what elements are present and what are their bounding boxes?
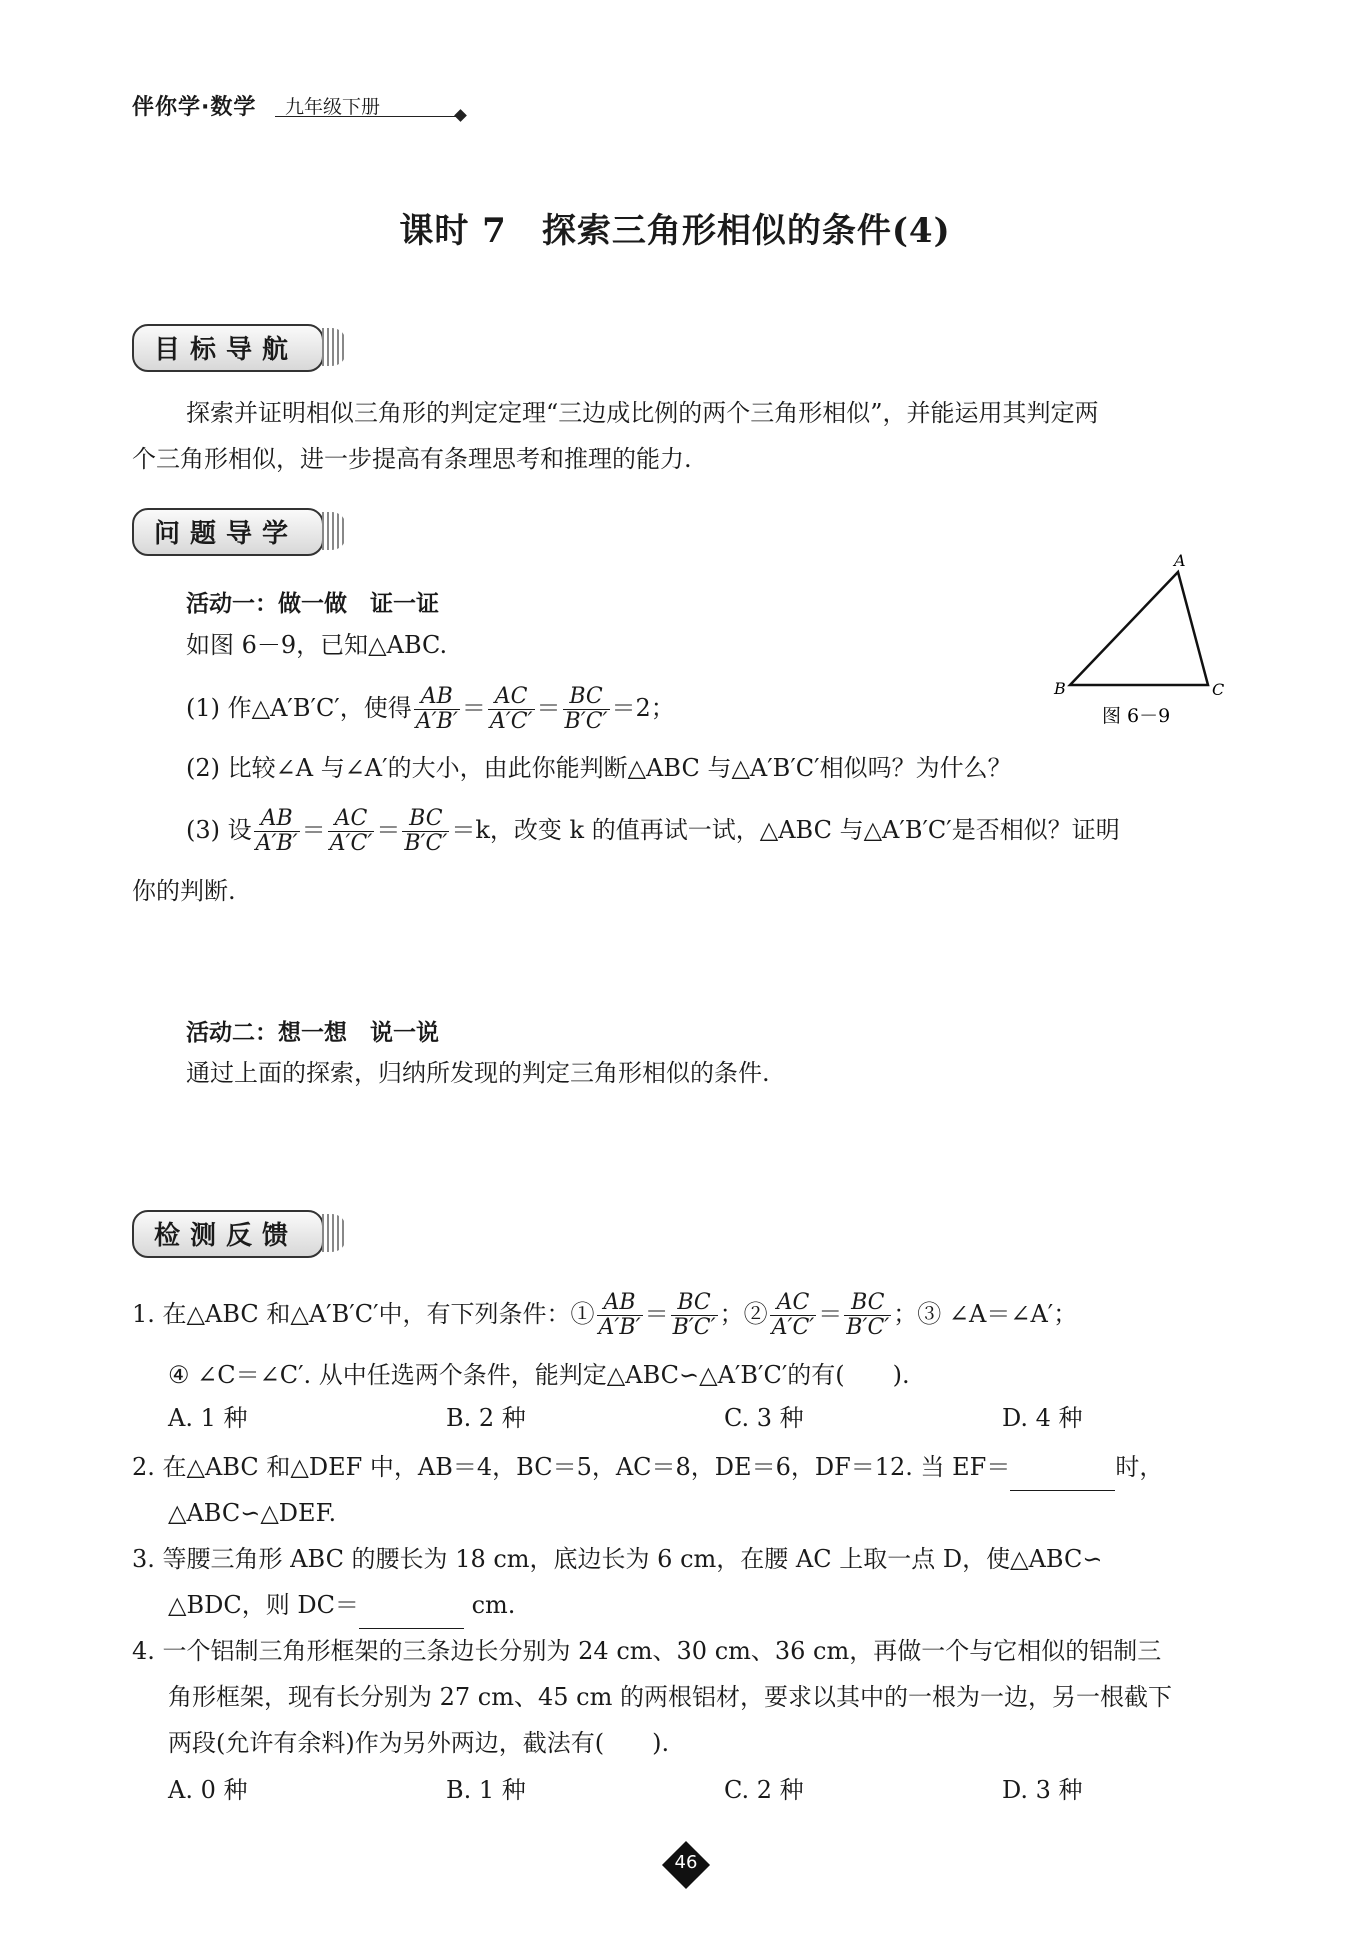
fraction-ab-num: AB (254, 807, 300, 832)
problem-3: 3. 等腰三角形 ABC 的腰长为 18 cm，底边长为 6 cm，在腰 AC 上取一点 D，使△ABC∽ (132, 1545, 1103, 1573)
activity2-text: 通过上面的探索，归纳所发现的判定三角形相似的条件. (186, 1059, 770, 1087)
fraction-bc-num: BC (844, 1291, 891, 1316)
activity1-q2: (2) 比较∠A 与∠A′的大小，由此你能判断△ABC 与△A′B′C′相似吗？为什么？ (186, 754, 1012, 782)
fraction-ab-den: A′B′ (598, 1315, 641, 1340)
fraction-ac-den: A′C′ (771, 1315, 815, 1340)
p1-prefix: 1. 在△ABC 和△A′B′C′中，有下列条件：① (132, 1300, 595, 1328)
section-goal-tab (132, 324, 342, 370)
fraction-ac-den: A′C′ (489, 709, 533, 734)
activity1-q3-line2: 你的判断. (132, 877, 236, 905)
fraction-ab-num: AB (597, 1291, 643, 1316)
figure-caption: 图 6－9 (1102, 705, 1171, 727)
p3-answer-blank[interactable] (359, 1582, 464, 1629)
activity1-q3 (186, 802, 1120, 858)
problem-1-options (168, 1398, 1168, 1438)
p2-text: 2. 在△ABC 和△DEF 中，AB＝4，BC＝5，AC＝8，DE＝6，DF＝12. 当 EF＝ (132, 1453, 1011, 1481)
vertex-c-label: C (1212, 680, 1225, 699)
problem-4: 4. 一个铝制三角形框架的三条边长分别为 24 cm、30 cm、36 cm，再做一个与它相似的铝制三 (132, 1637, 1162, 1665)
p3-unit: cm. (463, 1591, 516, 1619)
activity1-title: 活动一：做一做 证一证 (186, 591, 439, 617)
fraction-ac (488, 685, 535, 734)
q1-prefix: (1) 作△A′B′C′，使得 (186, 694, 412, 722)
p1-option-a[interactable]: A. 1 种 (168, 1404, 248, 1432)
problem-3-line2 (168, 1582, 515, 1629)
p1-middle: ；② (719, 1300, 768, 1328)
fraction-bc-num: BC (671, 1291, 718, 1316)
p4-option-d[interactable]: D. 3 种 (1002, 1776, 1083, 1804)
equals: ＝ (301, 816, 326, 844)
fraction-bc-num: BC (563, 685, 610, 710)
equals: ＝ (536, 694, 561, 722)
section-check-tab (132, 1210, 342, 1256)
fraction-ab-num: AB (414, 685, 460, 710)
section-check-label: 检测反馈 (154, 1221, 299, 1251)
activity1-q1 (186, 680, 675, 736)
problem-4-line3: 两段(允许有余料)作为另外两边，截法有( ). (168, 1729, 670, 1757)
activity2-title: 活动二：想一想 说一说 (186, 1020, 439, 1046)
q3-suffix: ＝k，改变 k 的值再试一试，△ABC 与△A′B′C′是否相似？证明 (451, 816, 1120, 844)
problem-2 (132, 1444, 1163, 1491)
problem-4-line2: 角形框架，现有长分别为 27 cm、45 cm 的两根铝材，要求以其中的一根为一边，另一根截下 (168, 1683, 1172, 1711)
p4-option-a[interactable]: A. 0 种 (168, 1776, 248, 1804)
grade-label: 九年级下册 (285, 96, 381, 118)
page-number: 46 (674, 1852, 698, 1873)
vertex-a-label: A (1174, 551, 1186, 570)
fraction-bc (844, 1291, 891, 1340)
section-guide-tab (132, 508, 342, 554)
fraction-bc (671, 1291, 718, 1340)
goal-text-line2: 个三角形相似，进一步提高有条理思考和推理的能力. (132, 445, 692, 473)
goal-text-line1: 探索并证明相似三角形的判定定理“三边成比例的两个三角形相似”，并能运用其判定两 (186, 399, 1099, 427)
q1-suffix: ＝2； (611, 694, 675, 722)
fraction-bc-den: B′C′ (672, 1315, 716, 1340)
fraction-bc-den: B′C′ (404, 831, 448, 856)
fraction-bc-den: B′C′ (846, 1315, 890, 1340)
fraction-ac (328, 807, 375, 856)
fraction-ac-num: AC (770, 1291, 817, 1316)
fraction-ac-num: AC (488, 685, 535, 710)
problem-1-line2: ④ ∠C＝∠C′. 从中任选两个条件，能判定△ABC∽△A′B′C′的有( ). (168, 1361, 910, 1389)
page-number-badge (663, 1842, 709, 1888)
equals: ＝ (644, 1300, 669, 1328)
p1-suffix: ；③ ∠A＝∠A′； (893, 1300, 1078, 1328)
header-diamond-icon (454, 109, 467, 122)
problem-4-options (168, 1770, 1168, 1810)
fraction-ac (770, 1291, 817, 1340)
fraction-ab (597, 1291, 643, 1340)
fraction-ab-den: A′B′ (255, 831, 298, 856)
activity1-intro: 如图 6－9，已知△ABC. (186, 631, 448, 659)
fraction-ac-num: AC (328, 807, 375, 832)
vertex-b-label: B (1054, 679, 1066, 698)
p1-option-d[interactable]: D. 4 种 (1002, 1404, 1083, 1432)
lesson-title: 课时 7 探索三角形相似的条件(4) (399, 211, 951, 251)
p1-option-b[interactable]: B. 2 种 (446, 1404, 526, 1432)
p2-answer-blank[interactable] (1010, 1444, 1115, 1491)
equals: ＝ (818, 1300, 843, 1328)
fraction-bc (402, 807, 449, 856)
p4-option-b[interactable]: B. 1 种 (446, 1776, 526, 1804)
triangle-figure (1040, 550, 1240, 740)
fraction-ab (414, 685, 460, 734)
fraction-ab-den: A′B′ (415, 709, 458, 734)
section-guide-label: 问题导学 (154, 519, 299, 549)
fraction-bc (563, 685, 610, 734)
fraction-ac-den: A′C′ (329, 831, 373, 856)
problem-2-line2: △ABC∽△DEF. (168, 1499, 337, 1527)
header-rule (275, 116, 460, 117)
book-title: 伴你学·数学 (132, 95, 257, 120)
triangle-abc (1070, 572, 1208, 685)
q3-prefix: (3) 设 (186, 816, 252, 844)
p4-option-c[interactable]: C. 2 种 (724, 1776, 804, 1804)
p3-text: △BDC，则 DC＝ (168, 1591, 359, 1619)
p1-option-c[interactable]: C. 3 种 (724, 1404, 804, 1432)
section-goal-label: 目标导航 (154, 335, 299, 365)
fraction-ab (254, 807, 300, 856)
problem-1 (132, 1286, 1077, 1342)
equals: ＝ (461, 694, 486, 722)
fraction-bc-den: B′C′ (564, 709, 608, 734)
equals: ＝ (376, 816, 401, 844)
fraction-bc-num: BC (402, 807, 449, 832)
p2-tail: 时， (1115, 1453, 1164, 1481)
